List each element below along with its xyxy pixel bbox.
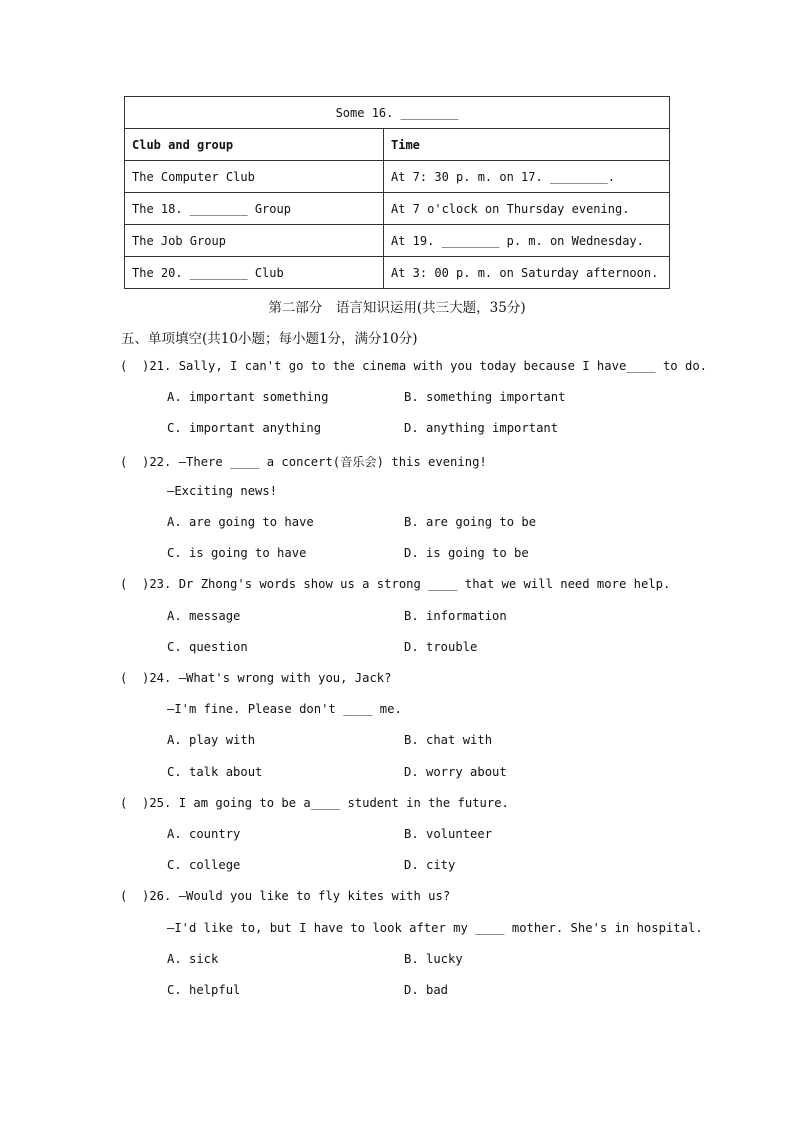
table-cell: The 18. ________ Group: [125, 193, 384, 225]
table-caption: Some 16. ________: [125, 97, 670, 129]
option-b: B. something important: [404, 390, 566, 404]
part-title: 第二部分 语言知识运用(共三大题，35分): [268, 300, 526, 316]
table-cell: At 3: 00 p. m. on Saturday afternoon.: [384, 257, 670, 289]
option-c: C. college: [167, 858, 241, 872]
question-stem: ( )21. Sally, I can't go to the cinema with you today because I have____ to do.: [120, 359, 707, 373]
option-a: A. message: [167, 609, 241, 623]
option-d: D. city: [404, 858, 456, 872]
option-d: D. trouble: [404, 640, 478, 654]
question-response: —I'd like to, but I have to look after my ____ mother. She's in hospital.: [167, 921, 703, 935]
option-b: B. information: [404, 609, 507, 623]
table-row: [125, 225, 670, 257]
section-title: 五、单项填空(共10小题；每小题1分，满分10分): [121, 331, 418, 347]
option-c: C. important anything: [167, 421, 322, 435]
clubs-table: [124, 96, 670, 289]
option-c: C. helpful: [167, 983, 241, 997]
option-c: C. talk about: [167, 765, 263, 779]
table-header-time: Time: [384, 129, 670, 161]
question-stem: ( )23. Dr Zhong's words show us a strong ____ that we will need more help.: [120, 577, 671, 591]
option-d: D. anything important: [404, 421, 559, 435]
option-d: D. is going to be: [404, 546, 529, 560]
option-b: B. volunteer: [404, 827, 493, 841]
table-cell: At 19. ________ p. m. on Wednesday.: [384, 225, 670, 257]
option-a: A. important something: [167, 390, 329, 404]
question-stem: ( )25. I am going to be a____ student in the future.: [120, 796, 509, 810]
question-stem: ( )22. —There ____ a concert(音乐会) this evening!: [120, 455, 487, 469]
question-response: —Exciting news!: [167, 484, 278, 498]
table-cell: At 7 o'clock on Thursday evening.: [384, 193, 670, 225]
option-b: B. chat with: [404, 733, 493, 747]
option-a: A. are going to have: [167, 515, 314, 529]
table-row: [125, 193, 670, 225]
option-c: C. is going to have: [167, 546, 307, 560]
question-stem: ( )24. —What's wrong with you, Jack?: [120, 671, 392, 685]
option-d: D. worry about: [404, 765, 507, 779]
table-row: [125, 257, 670, 289]
option-c: C. question: [167, 640, 248, 654]
table-cell: The 20. ________ Club: [125, 257, 384, 289]
table-row: [125, 161, 670, 193]
option-a: A. play with: [167, 733, 256, 747]
table-cell: The Job Group: [125, 225, 384, 257]
option-d: D. bad: [404, 983, 449, 997]
question-stem: ( )26. —Would you like to fly kites with us?: [120, 889, 451, 903]
table-cell: The Computer Club: [125, 161, 384, 193]
table-header-club: Club and group: [125, 129, 384, 161]
option-a: A. country: [167, 827, 241, 841]
option-b: B. are going to be: [404, 515, 537, 529]
table-cell: At 7: 30 p. m. on 17. ________.: [384, 161, 670, 193]
option-b: B. lucky: [404, 952, 463, 966]
question-response: —I'm fine. Please don't ____ me.: [167, 702, 402, 716]
option-a: A. sick: [167, 952, 219, 966]
